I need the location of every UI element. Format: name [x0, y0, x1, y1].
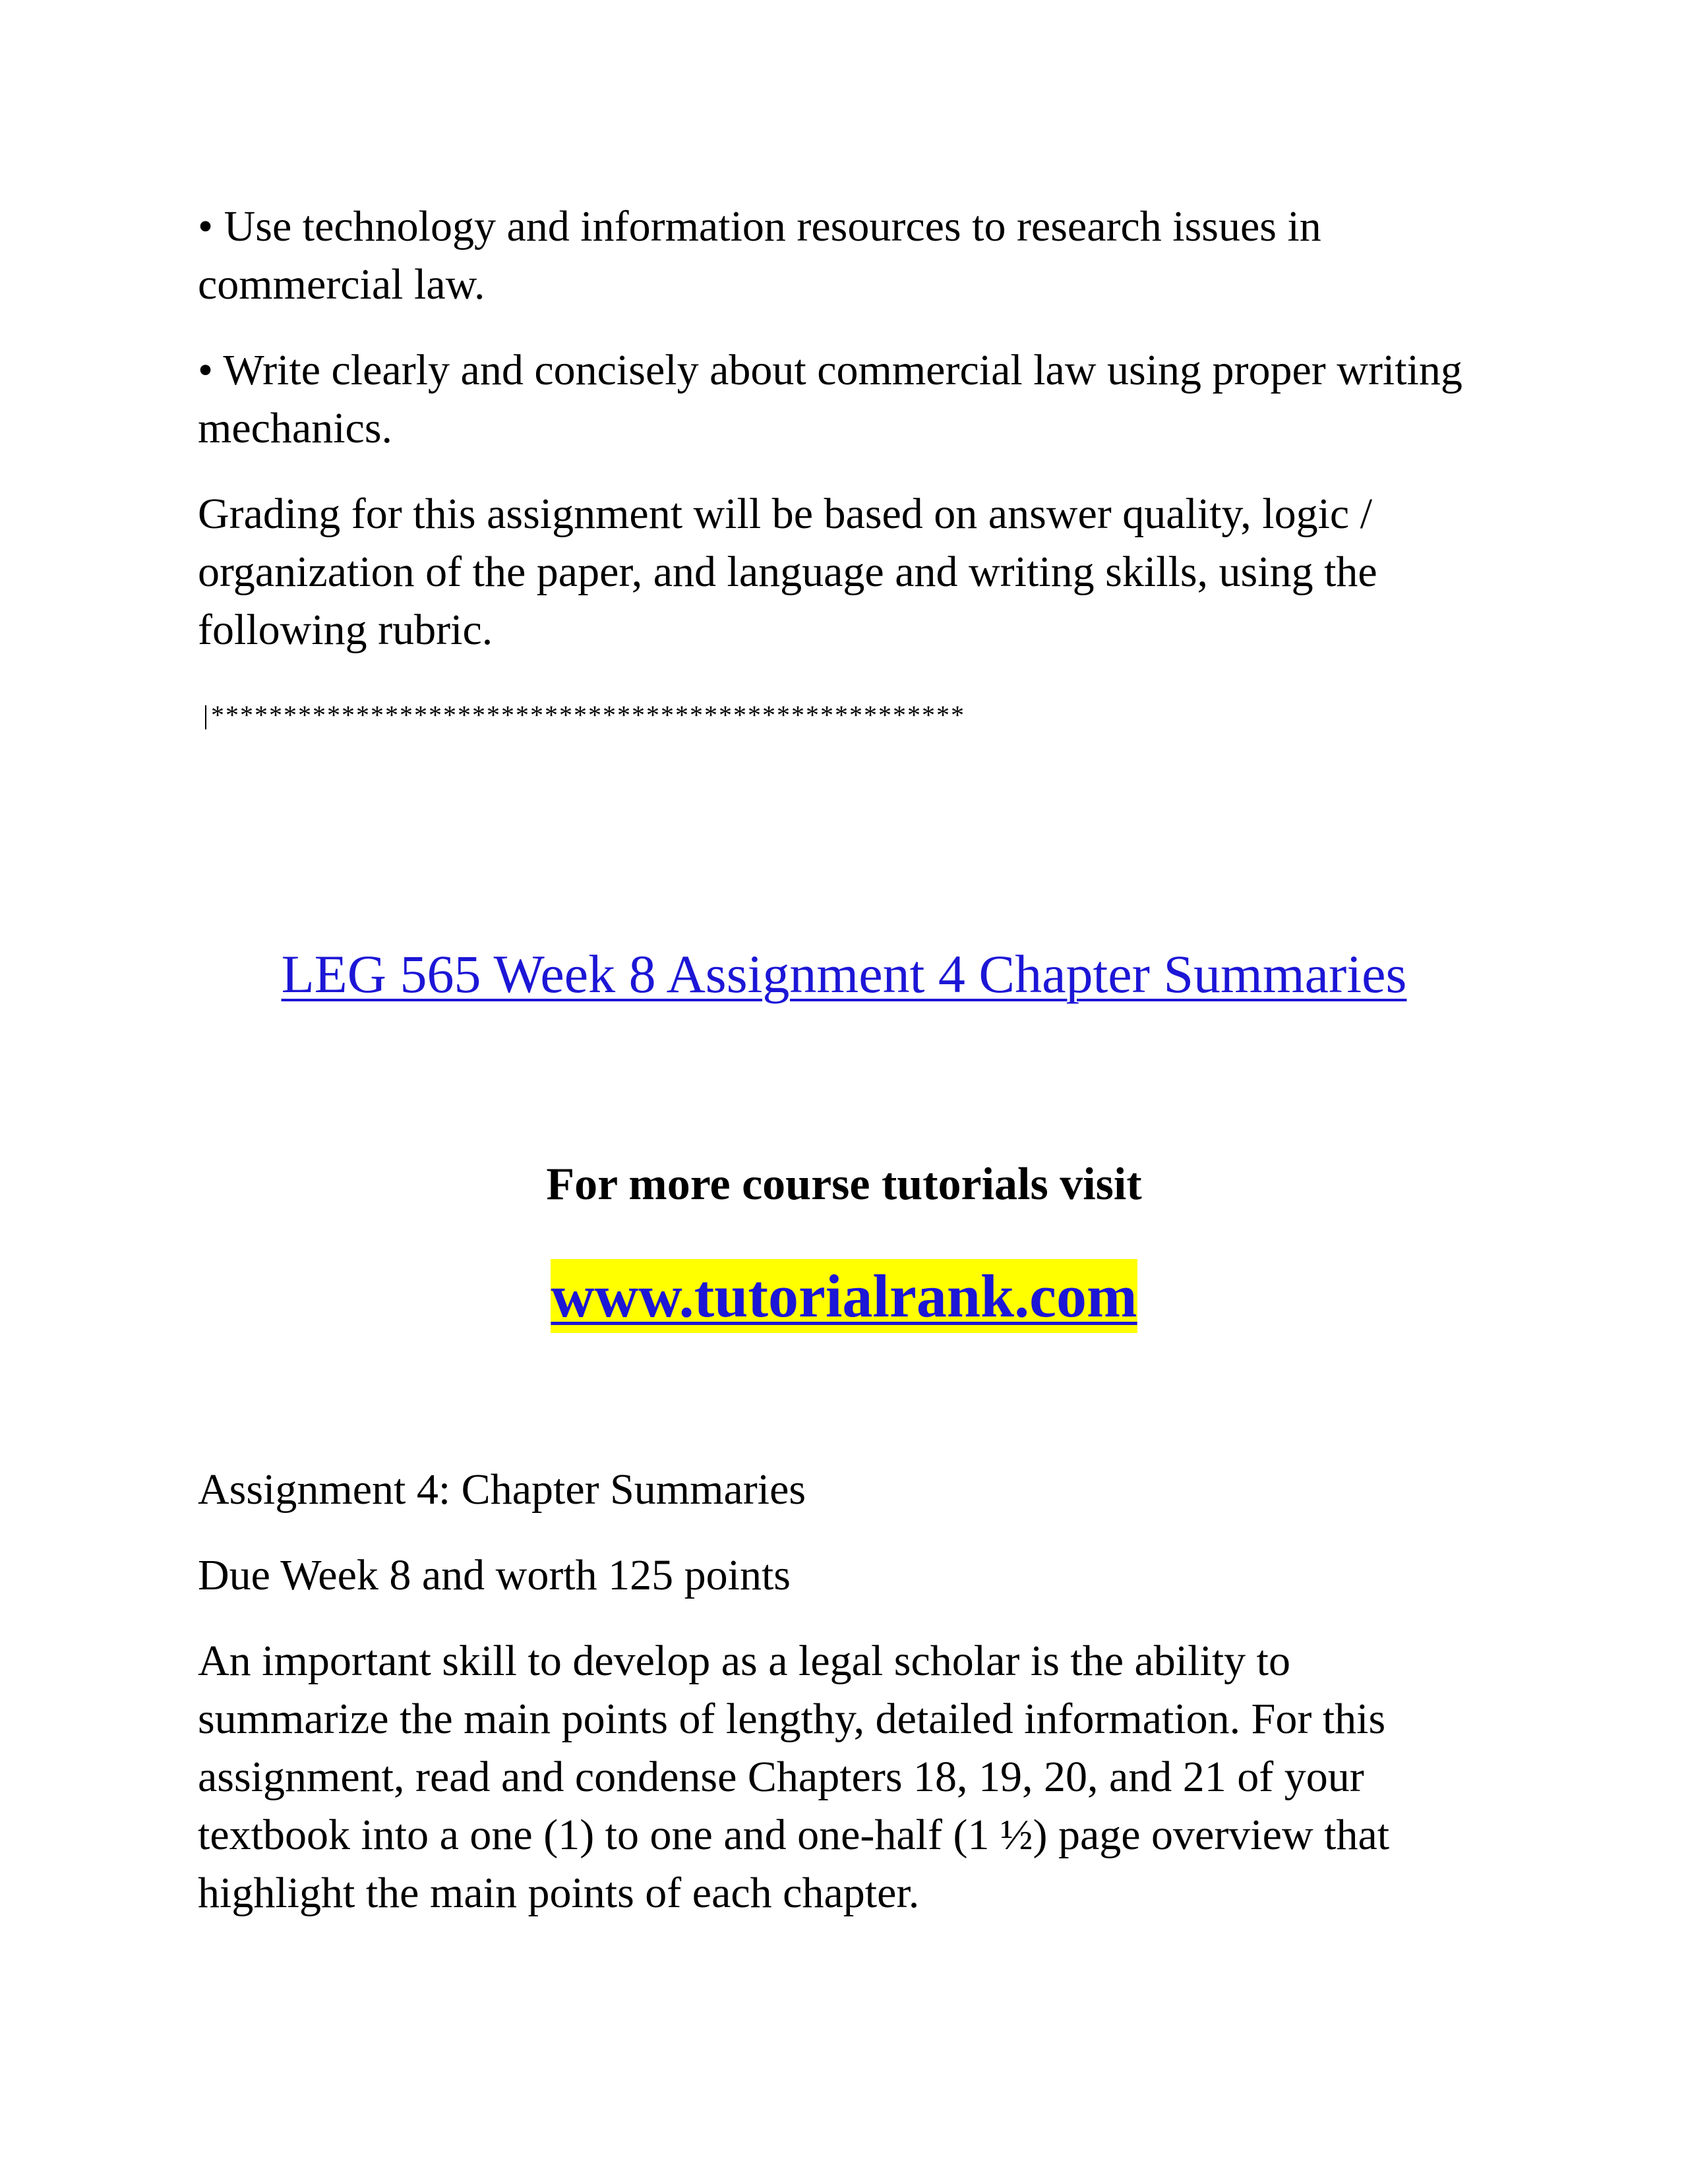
assignment-body-line-1: An important skill to develop as a legal scholar is the ability to [198, 1637, 1290, 1685]
site-link-wrapper [0, 1259, 1688, 1333]
bullet-writing-line-1: • Write clearly and concisely about commercial law using proper writing [198, 346, 1462, 394]
separator-stars: **************************************************** [211, 700, 966, 730]
bullet-research [198, 198, 1517, 314]
assignment-title-link[interactable]: LEG 565 Week 8 Assignment 4 Chapter Summaries [281, 944, 1407, 1004]
due-line-text: Due Week 8 and worth 125 points [198, 1551, 791, 1599]
assignment-heading-text: Assignment 4: Chapter Summaries [198, 1465, 806, 1514]
due-line [198, 1547, 1517, 1605]
grading-line-1: Grading for this assignment will be based on answer quality, logic / [198, 490, 1373, 538]
grading-line-2: organization of the paper, and language and writing skills, using the [198, 548, 1377, 596]
visit-text: For more course tutorials visit [546, 1159, 1142, 1210]
assignment-body-line-5: highlight the main points of each chapter. [198, 1869, 920, 1917]
grading-paragraph [198, 485, 1517, 659]
assignment-body-line-3: assignment, read and condense Chapters 18, 19, 20, and 21 of your [198, 1753, 1364, 1801]
assignment-body-line-4: textbook into a one (1) to one and one-half (1 ½) page overview that [198, 1811, 1390, 1859]
separator-bar: | [203, 700, 210, 730]
star-separator [203, 695, 965, 735]
bullet-writing-line-2: mechanics. [198, 404, 393, 452]
bullet-writing [198, 341, 1517, 457]
site-link[interactable]: www.tutorialrank.com [551, 1259, 1137, 1333]
assignment-heading [198, 1461, 1517, 1519]
assignment-body [198, 1632, 1517, 1922]
grading-line-3: following rubric. [198, 606, 493, 654]
assignment-body-line-2: summarize the main points of lengthy, detailed information. For this [198, 1695, 1386, 1743]
bullet-research-line-2: commercial law. [198, 260, 485, 309]
bullet-research-line-1: • Use technology and information resources to research issues in [198, 202, 1321, 251]
